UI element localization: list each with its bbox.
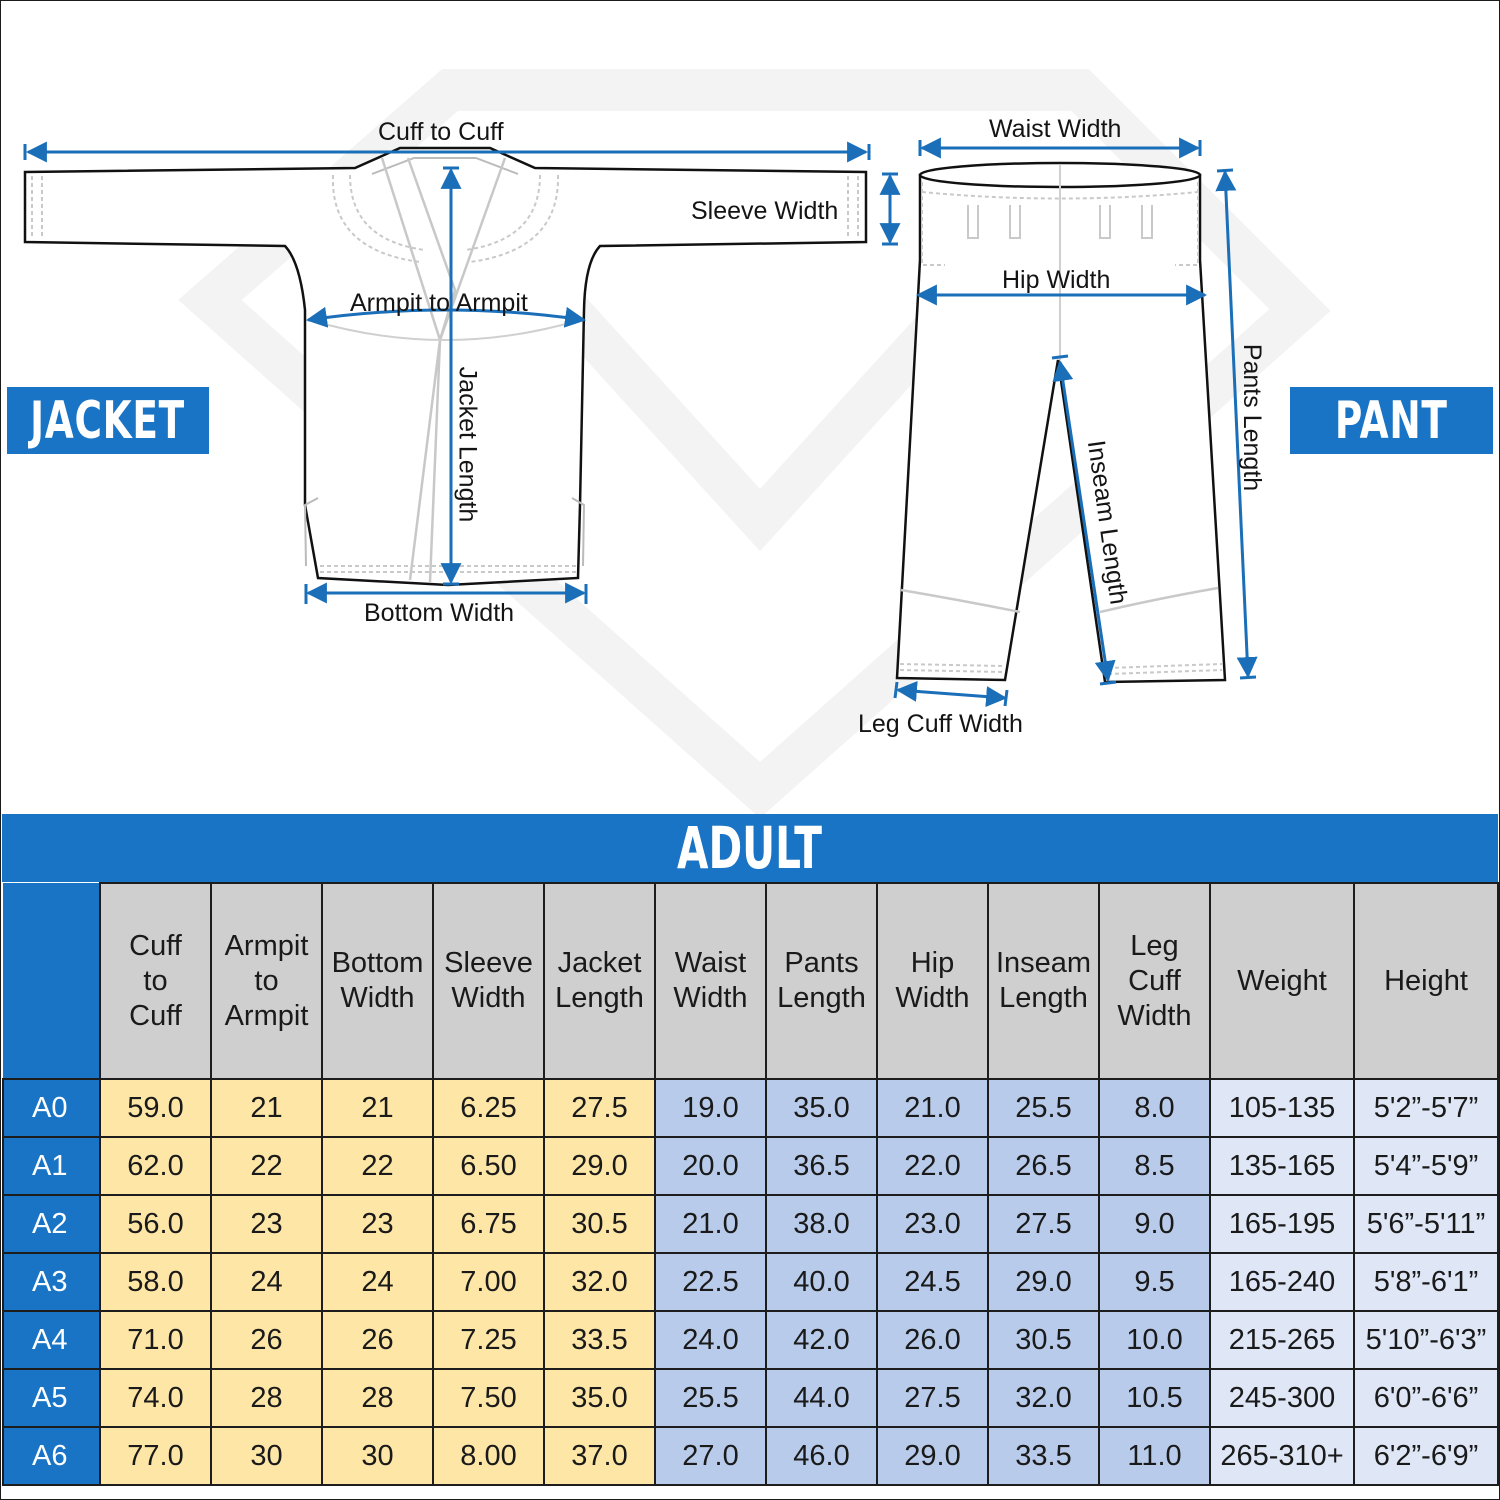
size-label: A1 [3, 1137, 100, 1195]
table-cell: 8.0 [1099, 1079, 1210, 1137]
table-cell: 58.0 [100, 1253, 211, 1311]
table-cell: 6.50 [433, 1137, 544, 1195]
table-cell: 19.0 [655, 1079, 766, 1137]
table-row [3, 1369, 1498, 1427]
table-cell: 30 [322, 1427, 433, 1485]
header-corner [3, 883, 100, 1079]
column-header-text: Armpit [224, 929, 309, 962]
table-cell: 265-310+ [1210, 1427, 1354, 1485]
table-cell: 21 [322, 1079, 433, 1137]
table-cell: 165-240 [1210, 1253, 1354, 1311]
table-cell: 9.5 [1099, 1253, 1210, 1311]
table-cell: 30.5 [988, 1311, 1099, 1369]
pants-drawing [897, 163, 1225, 682]
table-cell: 8.00 [433, 1427, 544, 1485]
label-inseam-length: Inseam Length [1081, 438, 1133, 607]
table-cell: 165-195 [1210, 1195, 1354, 1253]
column-header [322, 883, 433, 1079]
table-cell: 25.5 [988, 1079, 1099, 1137]
table-cell: 24 [322, 1253, 433, 1311]
table-cell: 27.5 [877, 1369, 988, 1427]
table-cell: 24.0 [655, 1311, 766, 1369]
table-cell: 22.5 [655, 1253, 766, 1311]
table-cell: 245-300 [1210, 1369, 1354, 1427]
table-cell: 21.0 [655, 1195, 766, 1253]
table-cell: 215-265 [1210, 1311, 1354, 1369]
table-cell: 7.25 [433, 1311, 544, 1369]
table-cell: 5'10”-6'3” [1354, 1311, 1498, 1369]
column-header-text: Width [895, 982, 970, 1014]
table-cell: 6'2”-6'9” [1354, 1427, 1498, 1485]
column-header-text: Cuff [129, 999, 182, 1032]
table-cell: 40.0 [766, 1253, 877, 1311]
table-cell: 6.75 [433, 1195, 544, 1253]
table-cell: 11.0 [1099, 1427, 1210, 1485]
table-cell: 23 [322, 1195, 433, 1253]
table-cell: 59.0 [100, 1079, 211, 1137]
jacket-tag-text: JACKET [30, 390, 186, 451]
table-cell: 27.5 [988, 1195, 1099, 1253]
table-cell: 35.0 [766, 1079, 877, 1137]
table-cell: 46.0 [766, 1427, 877, 1485]
table-cell: 29.0 [544, 1137, 655, 1195]
column-header [211, 883, 322, 1079]
pant-tag-text: PANT [1335, 390, 1448, 451]
column-header-text: Bottom [331, 947, 424, 979]
table-row [3, 1137, 1498, 1195]
table-cell: 105-135 [1210, 1079, 1354, 1137]
column-header [1354, 883, 1498, 1079]
column-header [766, 883, 877, 1079]
table-cell: 22 [211, 1137, 322, 1195]
table-cell: 44.0 [766, 1369, 877, 1427]
column-header-text: Length [555, 982, 644, 1014]
table-cell: 24 [211, 1253, 322, 1311]
pant-tag [1290, 387, 1493, 454]
table-cell: 30 [211, 1427, 322, 1485]
table-cell: 10.0 [1099, 1311, 1210, 1369]
table-cell: 71.0 [100, 1311, 211, 1369]
table-cell: 6.25 [433, 1079, 544, 1137]
table-cell: 21 [211, 1079, 322, 1137]
column-header-text: Jacket [557, 947, 642, 979]
label-pants-length: Pants Length [1238, 343, 1267, 492]
table-cell: 33.5 [544, 1311, 655, 1369]
table-cell: 7.00 [433, 1253, 544, 1311]
table-cell: 30.5 [544, 1195, 655, 1253]
table-cell: 23 [211, 1195, 322, 1253]
label-waist-width: Waist Width [989, 115, 1122, 143]
table-cell: 29.0 [988, 1253, 1099, 1311]
table-cell: 26.5 [988, 1137, 1099, 1195]
column-header [655, 883, 766, 1079]
table-cell: 20.0 [655, 1137, 766, 1195]
size-label: A0 [3, 1079, 100, 1137]
table-cell: 5'2”-5'7” [1354, 1079, 1498, 1137]
table-cell: 26.0 [877, 1311, 988, 1369]
column-header-text: Height [1384, 964, 1468, 997]
adult-title-text: ADULT [677, 814, 823, 882]
label-hip-width: Hip Width [1002, 266, 1111, 294]
table-cell: 36.5 [766, 1137, 877, 1195]
table-cell: 28 [322, 1369, 433, 1427]
table-cell: 62.0 [100, 1137, 211, 1195]
table-row [3, 1195, 1498, 1253]
table-cell: 10.5 [1099, 1369, 1210, 1427]
table-cell: 33.5 [988, 1427, 1099, 1485]
label-cuff-to-cuff: Cuff to Cuff [378, 118, 504, 146]
column-header-text: to [254, 964, 279, 997]
table-cell: 42.0 [766, 1311, 877, 1369]
label-jacket-length: Jacket Length [453, 366, 482, 523]
table-cell: 27.5 [544, 1079, 655, 1137]
table-cell: 22 [322, 1137, 433, 1195]
column-header-text: Length [999, 982, 1088, 1014]
table-cell: 21.0 [877, 1079, 988, 1137]
table-row [3, 1427, 1498, 1485]
size-label: A2 [3, 1195, 100, 1253]
table-cell: 6'0”-6'6” [1354, 1369, 1498, 1427]
table-cell: 28 [211, 1369, 322, 1427]
column-header [1210, 883, 1354, 1079]
table-cell: 7.50 [433, 1369, 544, 1427]
jacket-tag [7, 387, 209, 454]
label-armpit-to-armpit: Armpit to Armpit [350, 289, 528, 317]
label-leg-cuff-width: Leg Cuff Width [858, 710, 1023, 738]
column-header [877, 883, 988, 1079]
size-label: A4 [3, 1311, 100, 1369]
table-cell: 23.0 [877, 1195, 988, 1253]
table-cell: 38.0 [766, 1195, 877, 1253]
table-cell: 56.0 [100, 1195, 211, 1253]
column-header-text: Sleeve [444, 947, 533, 979]
column-header-text: to [143, 964, 168, 997]
table-cell: 5'8”-6'1” [1354, 1253, 1498, 1311]
table-cell: 24.5 [877, 1253, 988, 1311]
table-cell: 29.0 [877, 1427, 988, 1485]
column-header [1099, 883, 1210, 1079]
size-chart [2, 814, 1498, 1498]
column-header-text: Weight [1237, 964, 1327, 997]
column-header-text: Length [777, 982, 866, 1014]
table-cell: 5'4”-5'9” [1354, 1137, 1498, 1195]
table-cell: 22.0 [877, 1137, 988, 1195]
column-header-text: Width [451, 982, 526, 1014]
size-label: A6 [3, 1427, 100, 1485]
label-sleeve-width: Sleeve Width [691, 197, 839, 225]
column-header-text: Waist [674, 947, 747, 979]
table-body [3, 1079, 1498, 1485]
table-row [3, 1079, 1498, 1137]
table-row [3, 1253, 1498, 1311]
column-header [100, 883, 211, 1079]
table-cell: 9.0 [1099, 1195, 1210, 1253]
column-header-text: Width [340, 982, 415, 1014]
column-header-text: Width [673, 982, 748, 1014]
column-header-text: Cuff [129, 929, 182, 962]
table-cell: 74.0 [100, 1369, 211, 1427]
adult-title [2, 814, 1498, 882]
column-header [433, 883, 544, 1079]
label-bottom-width: Bottom Width [364, 599, 515, 627]
table-row [3, 1311, 1498, 1369]
header-row [3, 883, 1498, 1079]
column-header [544, 883, 655, 1079]
table-cell: 25.5 [655, 1369, 766, 1427]
table-cell: 37.0 [544, 1427, 655, 1485]
column-header-text: Width [1117, 999, 1192, 1032]
table-cell: 77.0 [100, 1427, 211, 1485]
column-header-text: Inseam [995, 947, 1092, 979]
column-header-text: Armpit [224, 999, 309, 1032]
table-cell: 5'6”-5'11” [1354, 1195, 1498, 1253]
table-cell: 35.0 [544, 1369, 655, 1427]
column-header-text: Leg Cuff [1128, 929, 1181, 997]
table-cell: 32.0 [988, 1369, 1099, 1427]
table-cell: 26 [211, 1311, 322, 1369]
column-header-text: Hip [910, 947, 955, 979]
size-label: A3 [3, 1253, 100, 1311]
size-label: A5 [3, 1369, 100, 1427]
table-cell: 32.0 [544, 1253, 655, 1311]
table-cell: 27.0 [655, 1427, 766, 1485]
table-cell: 26 [322, 1311, 433, 1369]
table-cell: 135-165 [1210, 1137, 1354, 1195]
table-cell: 8.5 [1099, 1137, 1210, 1195]
size-table [2, 882, 1499, 1486]
column-header [988, 883, 1099, 1079]
column-header-text: Pants [784, 947, 859, 979]
